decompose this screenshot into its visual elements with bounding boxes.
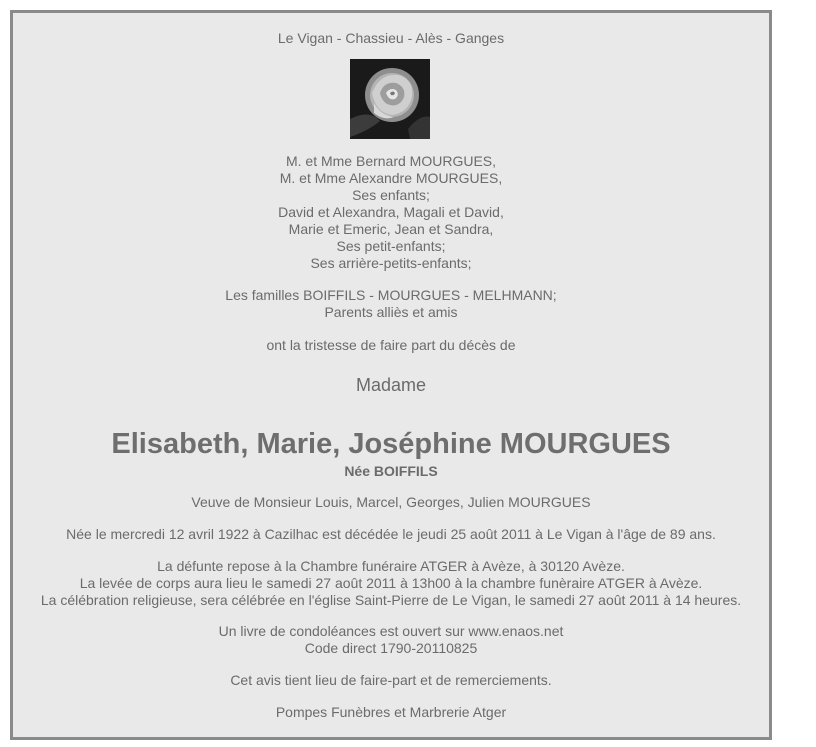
condolences-line-2: Code direct 1790-20110825 <box>304 640 478 656</box>
arrangement-line-1: La défunte repose à la Chambre funéraire ATGER à Avèze, à 30120 Avèze. <box>157 558 625 574</box>
announcement: ont la tristesse de faire part du décès de <box>266 337 516 353</box>
notice: Cet avis tient lieu de faire-part et de remerciements. <box>230 672 552 688</box>
arrangement-line-3: La célébration religieuse, sera célébrée en l'église Saint-Pierre de Le Vigan, le samedi 27 août 2011 à 14 heures. <box>40 592 742 608</box>
birth-death: Née le mercredi 12 avril 1922 à Cazilhac est décédée le jeudi 25 août 2011 à Le Vigan à l'âge de 89 ans. <box>66 526 716 542</box>
family-line-4: David et Alexandra, Magali et David, <box>278 204 504 220</box>
maiden-name: Née BOIFFILS <box>344 463 438 479</box>
arrangement-line-2: La levée de corps aura lieu le samedi 27 août 2011 à 13h00 à la chambre funèraire ATGER à Avèze. <box>79 575 703 591</box>
rose-image <box>350 59 430 139</box>
widow-of: Veuve de Monsieur Louis, Marcel, Georges, Julien MOURGUES <box>191 494 591 510</box>
family-line-3: Ses enfants; <box>352 187 430 203</box>
family-line-7: Ses arrière-petits-enfants; <box>310 255 472 271</box>
obituary-card <box>10 10 772 740</box>
family-line-6: Ses petit-enfants; <box>336 238 446 254</box>
footer-company: Pompes Funèbres et Marbrerie Atger <box>275 704 507 720</box>
deceased-full-name: Elisabeth, Marie, Joséphine MOURGUES <box>111 428 671 460</box>
family-line-2: M. et Mme Alexandre MOURGUES, <box>279 170 503 186</box>
families-line-2: Parents alliès et amis <box>324 304 458 320</box>
rose-photo <box>350 59 430 139</box>
deceased-title: Madame <box>355 375 427 395</box>
family-line-1: M. et Mme Bernard MOURGUES, <box>285 153 497 169</box>
locations-header: Le Vigan - Chassieu - Alès - Ganges <box>277 30 505 46</box>
condolences-line-1: Un livre de condoléances est ouvert sur www.enaos.net <box>218 623 564 639</box>
family-line-5: Marie et Emeric, Jean et Sandra, <box>288 221 494 237</box>
families-line-1: Les familles BOIFFILS - MOURGUES - MELHMANN; <box>225 287 557 303</box>
